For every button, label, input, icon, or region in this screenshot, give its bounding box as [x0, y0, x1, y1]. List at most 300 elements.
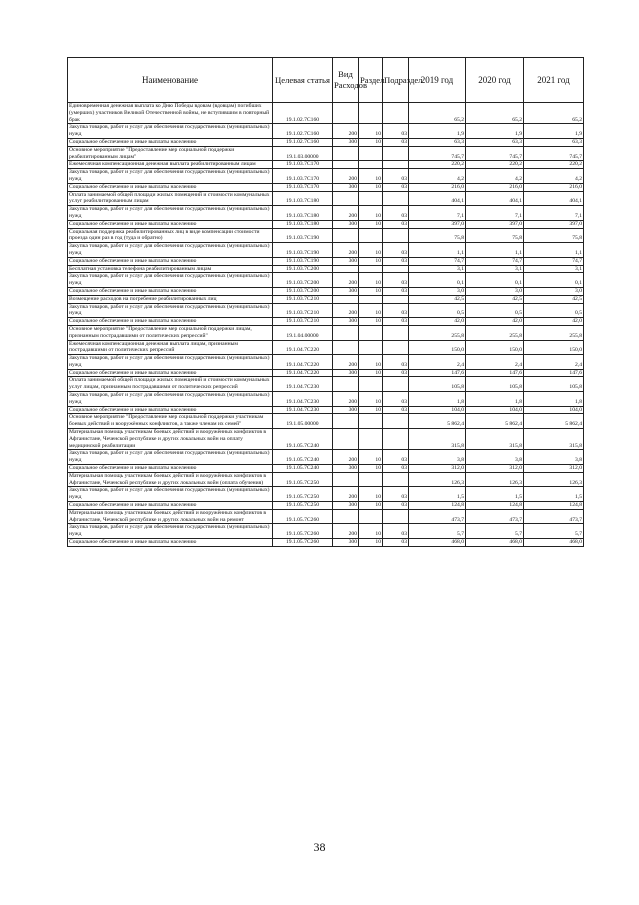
table-row [68, 539, 584, 547]
row-2021: 473,7 [524, 509, 584, 524]
table-row [68, 228, 584, 243]
row-target: 19.1.05.7С240 [273, 450, 333, 465]
row-2019: 75,8 [409, 228, 466, 243]
row-2019: 105,8 [409, 377, 466, 392]
row-vid [333, 340, 359, 355]
row-2019: 0,1 [409, 273, 466, 288]
row-2020: 3,0 [466, 287, 524, 295]
row-name: Ежемесячная компенсационная денежная выплата реабилитированным лицам [68, 161, 273, 169]
row-subsection: 03 [383, 369, 409, 377]
row-2021: 126,3 [524, 472, 584, 487]
row-2021: 105,8 [524, 377, 584, 392]
row-2020: 473,7 [466, 509, 524, 524]
row-name: Закупка товаров, работ и услуг для обеспечения государственных (муниципальных) нужд [68, 206, 273, 221]
row-2021: 4,2 [524, 169, 584, 184]
row-section: 10 [359, 465, 383, 473]
row-target: 19.1.05.7С260 [273, 509, 333, 524]
row-2020: 104,0 [466, 406, 524, 414]
row-2019: 5 862,4 [409, 414, 466, 429]
row-name: Социальное обеспечение и иные выплаты населению [68, 318, 273, 326]
row-2021: 42,0 [524, 318, 584, 326]
row-2021: 63,3 [524, 138, 584, 146]
row-2019: 4,2 [409, 169, 466, 184]
row-2020: 7,1 [466, 206, 524, 221]
row-target: 19.1.05.7С250 [273, 502, 333, 510]
row-2021: 0,5 [524, 303, 584, 318]
row-2020: 5 862,4 [466, 414, 524, 429]
row-target: 19.1.03.7С170 [273, 183, 333, 191]
row-2020: 1,1 [466, 243, 524, 258]
row-target: 19.1.03.7С170 [273, 161, 333, 169]
row-vid: 200 [333, 273, 359, 288]
row-2021: 255,8 [524, 325, 584, 340]
row-2019: 1,8 [409, 392, 466, 407]
table-row [68, 340, 584, 355]
row-2019: 63,3 [409, 138, 466, 146]
table-row [68, 392, 584, 407]
table-row [68, 429, 584, 450]
row-2019: 3,8 [409, 450, 466, 465]
row-2019: 7,1 [409, 206, 466, 221]
row-section [359, 265, 383, 273]
row-2020: 4,2 [466, 169, 524, 184]
row-section: 10 [359, 369, 383, 377]
row-section: 10 [359, 303, 383, 318]
row-target: 19.1.05.7С260 [273, 524, 333, 539]
row-2019: 147,6 [409, 369, 466, 377]
row-vid: 200 [333, 355, 359, 370]
row-2020: 42,5 [466, 295, 524, 303]
row-subsection: 03 [383, 287, 409, 295]
table-row [68, 406, 584, 414]
row-subsection [383, 509, 409, 524]
row-target: 19.1.03.00000 [273, 146, 333, 161]
row-section: 10 [359, 355, 383, 370]
row-subsection [383, 414, 409, 429]
row-section: 10 [359, 502, 383, 510]
table-row [68, 103, 584, 124]
row-subsection: 03 [383, 355, 409, 370]
row-section: 10 [359, 220, 383, 228]
row-section: 10 [359, 138, 383, 146]
row-name: Закупка товаров, работ и услуг для обеспечения государственных (муниципальных) нужд [68, 487, 273, 502]
row-name: Социальное обеспечение и иные выплаты населению [68, 257, 273, 265]
row-2020: 315,8 [466, 429, 524, 450]
row-section [359, 429, 383, 450]
row-2021: 150,0 [524, 340, 584, 355]
row-subsection: 03 [383, 406, 409, 414]
row-subsection [383, 472, 409, 487]
row-vid: 200 [333, 392, 359, 407]
row-name: Материальная помощь участникам боевых действий и вооружённых конфликтов в Афганистане, Чеченской республике и других локальных войн (оплата обучения) [68, 472, 273, 487]
table-row [68, 124, 584, 139]
row-2019: 0,5 [409, 303, 466, 318]
row-target: 19.1.05.7С250 [273, 487, 333, 502]
row-2021: 5 862,4 [524, 414, 584, 429]
row-2021: 147,6 [524, 369, 584, 377]
table-row [68, 161, 584, 169]
row-2021: 74,7 [524, 257, 584, 265]
row-subsection: 03 [383, 220, 409, 228]
row-target: 19.1.05.00000 [273, 414, 333, 429]
row-2019: 74,7 [409, 257, 466, 265]
row-target: 19.1.03.7С210 [273, 303, 333, 318]
header-vid: Вид Расходов [333, 58, 359, 103]
row-2021: 315,8 [524, 429, 584, 450]
row-target: 19.1.03.7С180 [273, 191, 333, 206]
row-section: 10 [359, 524, 383, 539]
row-target: 19.1.03.7С210 [273, 318, 333, 326]
row-target: 19.1.03.7С190 [273, 243, 333, 258]
row-target: 19.1.05.7С240 [273, 465, 333, 473]
row-subsection: 03 [383, 303, 409, 318]
row-2020: 126,3 [466, 472, 524, 487]
row-section: 10 [359, 183, 383, 191]
row-subsection: 03 [383, 183, 409, 191]
row-name: Социальное обеспечение и иные выплаты населению [68, 369, 273, 377]
row-subsection [383, 146, 409, 161]
row-2020: 404,1 [466, 191, 524, 206]
row-2021: 0,1 [524, 273, 584, 288]
row-section: 10 [359, 206, 383, 221]
row-2020: 65,2 [466, 103, 524, 124]
row-2021: 468,0 [524, 539, 584, 547]
row-2019: 1,5 [409, 487, 466, 502]
row-subsection: 03 [383, 318, 409, 326]
row-target: 19.1.05.7С260 [273, 539, 333, 547]
row-subsection: 03 [383, 169, 409, 184]
row-vid: 200 [333, 124, 359, 139]
row-2019: 42,5 [409, 295, 466, 303]
row-name: Закупка товаров, работ и услуг для обеспечения государственных (муниципальных) нужд [68, 243, 273, 258]
row-name: Закупка товаров, работ и услуг для обеспечения государственных (муниципальных) нужд [68, 124, 273, 139]
row-target: 19.1.03.7С190 [273, 257, 333, 265]
row-2019: 150,0 [409, 340, 466, 355]
row-vid [333, 103, 359, 124]
row-section: 10 [359, 392, 383, 407]
row-subsection: 03 [383, 138, 409, 146]
row-2019: 312,0 [409, 465, 466, 473]
table-body [68, 103, 584, 547]
row-name: Материальная помощь участникам боевых действий и вооружённых конфликтов в Афганистане, Чеченской республике и других локальных войн на оплату медицинской реабилитации [68, 429, 273, 450]
table-row [68, 287, 584, 295]
row-section: 10 [359, 257, 383, 265]
table-row [68, 450, 584, 465]
table-row [68, 325, 584, 340]
row-vid: 200 [333, 303, 359, 318]
row-subsection: 03 [383, 273, 409, 288]
row-2021: 1,1 [524, 243, 584, 258]
header-name: Наименование [68, 58, 273, 103]
row-vid [333, 429, 359, 450]
row-section [359, 191, 383, 206]
table-row [68, 509, 584, 524]
row-2019: 255,8 [409, 325, 466, 340]
row-section: 10 [359, 287, 383, 295]
table-row [68, 414, 584, 429]
table-row [68, 295, 584, 303]
row-section [359, 295, 383, 303]
row-name: Социальная поддержка реабилитированных лиц в виде компенсации стоимости проезда один раз в год (туда и обратно) [68, 228, 273, 243]
row-2020: 105,8 [466, 377, 524, 392]
row-vid [333, 146, 359, 161]
row-vid [333, 472, 359, 487]
row-vid: 300 [333, 406, 359, 414]
table-row [68, 472, 584, 487]
row-vid: 300 [333, 318, 359, 326]
row-2021: 745,7 [524, 146, 584, 161]
row-subsection: 03 [383, 465, 409, 473]
row-subsection: 03 [383, 124, 409, 139]
row-vid: 300 [333, 220, 359, 228]
row-vid [333, 295, 359, 303]
row-vid: 300 [333, 257, 359, 265]
row-2019: 1,1 [409, 243, 466, 258]
row-2021: 216,0 [524, 183, 584, 191]
row-2020: 312,0 [466, 465, 524, 473]
row-section: 10 [359, 487, 383, 502]
row-target: 19.1.04.7С220 [273, 355, 333, 370]
row-name: Оплата занимаемой общей площади жилых помещений и стоимости коммунальных услуг лицам, признанным пострадавшими от политических репрессий [68, 377, 273, 392]
row-2020: 42,0 [466, 318, 524, 326]
row-2019: 745,7 [409, 146, 466, 161]
row-vid [333, 325, 359, 340]
row-vid [333, 228, 359, 243]
row-name: Социальное обеспечение и иные выплаты населению [68, 183, 273, 191]
row-section: 10 [359, 243, 383, 258]
table-row [68, 273, 584, 288]
row-target: 19.1.02.7С160 [273, 124, 333, 139]
row-section [359, 146, 383, 161]
row-subsection [383, 228, 409, 243]
row-target: 19.1.04.7С220 [273, 369, 333, 377]
row-name: Закупка товаров, работ и услуг для обеспечения государственных (муниципальных) нужд [68, 524, 273, 539]
row-subsection [383, 377, 409, 392]
row-vid: 200 [333, 524, 359, 539]
row-name: Социальное обеспечение и иные выплаты населению [68, 406, 273, 414]
header-2020: 2020 год [466, 58, 524, 103]
row-2019: 126,3 [409, 472, 466, 487]
table-row [68, 138, 584, 146]
row-2019: 468,0 [409, 539, 466, 547]
row-section: 10 [359, 450, 383, 465]
row-vid [333, 161, 359, 169]
row-2021: 3,0 [524, 287, 584, 295]
table-row [68, 257, 584, 265]
row-2019: 1,9 [409, 124, 466, 139]
row-name: Основное мероприятие "Предоставление мер социальной поддержки лицам, признанным пострадавшими от политических репрессий" [68, 325, 273, 340]
row-2020: 255,8 [466, 325, 524, 340]
row-name: Социальное обеспечение и иные выплаты населению [68, 220, 273, 228]
header-2021: 2021 год [524, 58, 584, 103]
row-2020: 63,3 [466, 138, 524, 146]
table-header-row [68, 58, 584, 103]
row-section [359, 377, 383, 392]
row-2021: 2,4 [524, 355, 584, 370]
row-2019: 404,1 [409, 191, 466, 206]
row-section: 10 [359, 124, 383, 139]
row-vid: 300 [333, 465, 359, 473]
row-2020: 1,8 [466, 392, 524, 407]
header-section: Раздел [359, 58, 383, 103]
table-row [68, 191, 584, 206]
table-row [68, 355, 584, 370]
row-2021: 1,9 [524, 124, 584, 139]
row-subsection: 03 [383, 392, 409, 407]
row-target: 19.1.05.7С250 [273, 472, 333, 487]
row-subsection: 03 [383, 539, 409, 547]
row-name: Закупка товаров, работ и услуг для обеспечения государственных (муниципальных) нужд [68, 392, 273, 407]
row-vid: 300 [333, 369, 359, 377]
row-2021: 5,7 [524, 524, 584, 539]
row-2019: 124,8 [409, 502, 466, 510]
row-2021: 404,1 [524, 191, 584, 206]
row-2020: 745,7 [466, 146, 524, 161]
row-name: Закупка товаров, работ и услуг для обеспечения государственных (муниципальных) нужд [68, 450, 273, 465]
row-name: Основное мероприятие "Предоставление мер социальной поддержки участникам боевых действий и вооружённых конфликтов, а также членам их семей" [68, 414, 273, 429]
row-section: 10 [359, 273, 383, 288]
row-2021: 397,0 [524, 220, 584, 228]
row-target: 19.1.03.7С190 [273, 228, 333, 243]
row-2020: 75,8 [466, 228, 524, 243]
row-name: Единовременная денежная выплата ко Дню Победы вдовам (вдовцам) погибших (умерших) участников Великой Отечественной войны, не вступившим в повторный брак [68, 103, 273, 124]
row-subsection: 03 [383, 206, 409, 221]
row-2021: 3,8 [524, 450, 584, 465]
row-vid [333, 191, 359, 206]
table-row [68, 318, 584, 326]
row-2020: 468,0 [466, 539, 524, 547]
row-vid [333, 265, 359, 273]
row-name: Ежемесячная компенсационная денежная выплата лицам, признанным пострадавшими от политических репрессий [68, 340, 273, 355]
row-subsection: 03 [383, 450, 409, 465]
row-target: 19.1.04.7С220 [273, 340, 333, 355]
row-target: 19.1.02.7С160 [273, 103, 333, 124]
row-target: 19.1.03.7С200 [273, 287, 333, 295]
row-subsection [383, 161, 409, 169]
row-section [359, 325, 383, 340]
table-row [68, 524, 584, 539]
row-2020: 147,6 [466, 369, 524, 377]
row-vid [333, 414, 359, 429]
row-2020: 0,5 [466, 303, 524, 318]
header-target: Целевая статья [273, 58, 333, 103]
row-name: Бесплатная установка телефона реабилитированным лицам [68, 265, 273, 273]
row-subsection [383, 265, 409, 273]
row-vid: 300 [333, 138, 359, 146]
table-row [68, 377, 584, 392]
row-section: 10 [359, 318, 383, 326]
row-vid: 200 [333, 450, 359, 465]
row-subsection: 03 [383, 487, 409, 502]
row-section [359, 103, 383, 124]
row-2020: 0,1 [466, 273, 524, 288]
row-name: Закупка товаров, работ и услуг для обеспечения государственных (муниципальных) нужд [68, 273, 273, 288]
row-section [359, 472, 383, 487]
row-2019: 42,0 [409, 318, 466, 326]
row-vid: 300 [333, 502, 359, 510]
row-section: 10 [359, 539, 383, 547]
row-vid: 300 [333, 539, 359, 547]
row-vid [333, 377, 359, 392]
row-target: 19.1.03.7С210 [273, 295, 333, 303]
row-section [359, 340, 383, 355]
row-2021: 7,1 [524, 206, 584, 221]
row-subsection: 03 [383, 502, 409, 510]
table-row [68, 487, 584, 502]
row-2020: 3,1 [466, 265, 524, 273]
row-2021: 312,0 [524, 465, 584, 473]
table-row [68, 265, 584, 273]
row-subsection: 03 [383, 257, 409, 265]
row-name: Оплата занимаемой общей площади жилых помещений и стоимости коммунальных услуг реабилитированным лицам [68, 191, 273, 206]
row-name: Материальная помощь участникам боевых действий и вооружённых конфликтов в Афганистане, Чеченской республике и других локальных войн на ремонт [68, 509, 273, 524]
row-subsection [383, 429, 409, 450]
row-subsection [383, 103, 409, 124]
row-target: 19.1.05.7С240 [273, 429, 333, 450]
header-2019: 2019 год [409, 58, 466, 103]
row-section [359, 228, 383, 243]
row-section [359, 509, 383, 524]
row-vid: 200 [333, 169, 359, 184]
row-subsection [383, 325, 409, 340]
row-2019: 5,7 [409, 524, 466, 539]
table-row [68, 369, 584, 377]
row-section: 10 [359, 169, 383, 184]
row-target: 19.1.04.00000 [273, 325, 333, 340]
row-2021: 124,8 [524, 502, 584, 510]
row-subsection [383, 340, 409, 355]
row-section: 10 [359, 406, 383, 414]
table-row [68, 303, 584, 318]
row-2021: 1,5 [524, 487, 584, 502]
row-2019: 473,7 [409, 509, 466, 524]
row-2019: 397,0 [409, 220, 466, 228]
row-target: 19.1.03.7С170 [273, 169, 333, 184]
row-2021: 104,0 [524, 406, 584, 414]
row-2020: 150,0 [466, 340, 524, 355]
table-row [68, 183, 584, 191]
row-name: Социальное обеспечение и иные выплаты населению [68, 465, 273, 473]
row-vid [333, 509, 359, 524]
row-target: 19.1.03.7С180 [273, 220, 333, 228]
header-subsection: Подраздел [383, 58, 409, 103]
row-vid: 200 [333, 206, 359, 221]
row-target: 19.1.04.7С230 [273, 406, 333, 414]
row-2020: 1,9 [466, 124, 524, 139]
row-vid: 300 [333, 183, 359, 191]
row-subsection: 03 [383, 243, 409, 258]
row-2019: 3,0 [409, 287, 466, 295]
row-2021: 42,5 [524, 295, 584, 303]
row-2021: 65,2 [524, 103, 584, 124]
row-name: Основное мероприятие "Предоставление мер социальной поддержки реабилитированным лицам" [68, 146, 273, 161]
row-vid: 300 [333, 287, 359, 295]
table-row [68, 243, 584, 258]
row-2021: 1,8 [524, 392, 584, 407]
row-vid: 200 [333, 243, 359, 258]
row-subsection [383, 191, 409, 206]
row-name: Возмещение расходов на погребение реабилитированных лиц [68, 295, 273, 303]
table-row [68, 206, 584, 221]
row-2019: 315,8 [409, 429, 466, 450]
row-target: 19.1.02.7С160 [273, 138, 333, 146]
row-2020: 216,0 [466, 183, 524, 191]
row-vid: 200 [333, 487, 359, 502]
row-subsection [383, 295, 409, 303]
row-name: Социальное обеспечение и иные выплаты населению [68, 287, 273, 295]
row-name: Социальное обеспечение и иные выплаты населению [68, 138, 273, 146]
table-row [68, 146, 584, 161]
